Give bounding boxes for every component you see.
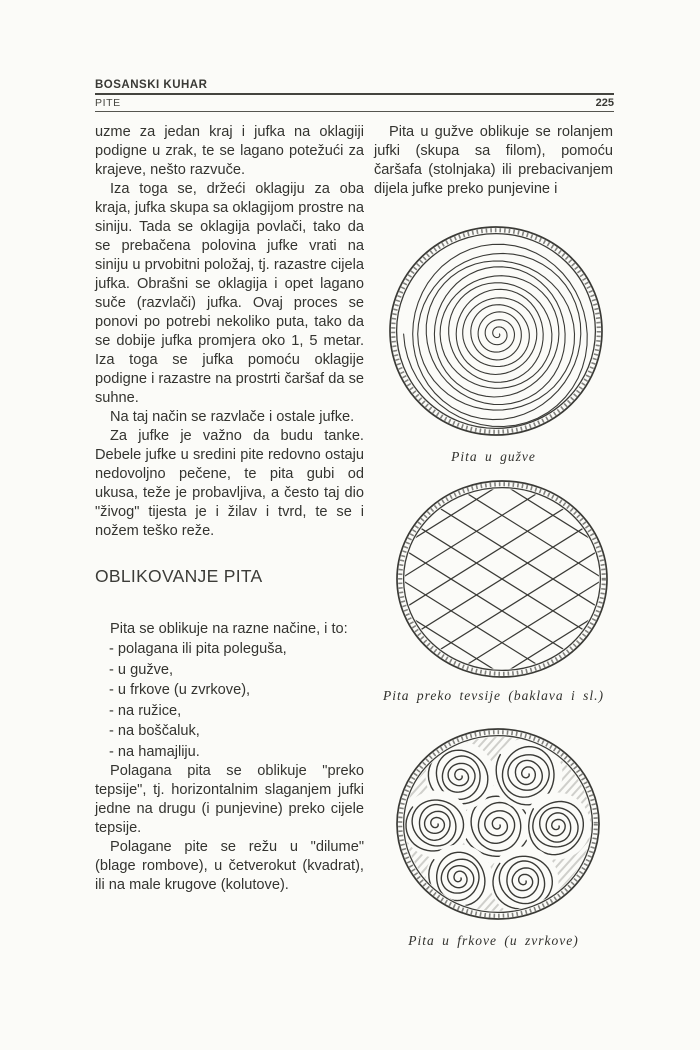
- list-item: - na boščaluk,: [109, 723, 200, 739]
- lattice-pan-illustration: [395, 479, 609, 679]
- paragraph: Na taj način se razvlače i ostale jufke.: [110, 409, 355, 425]
- paragraph: Iza toga se, držeći oklagiju za oba kraja, jufka skupa sa oklagijom prostre na siniju. Tada se oklagija povlači, tako da se prebačena polovina jufke vrati na siniju u prvobitni položaj, tj. razastre cijela jufka. Obrašni se oklagija i opet lagano suče (razvlači) jufka. Ovaj proces se ponovi po potrebi nekoliko puta, tako da se dobije jufka promjera oko 1, 5 metar. Iza toga se jufka pomoću oklagije podigne i razastre na prostrti čaršaf da se suhne.: [95, 181, 364, 406]
- figure-pita-preko-tevsije: [374, 479, 613, 705]
- list-item: - na ružice,: [109, 702, 182, 719]
- figure-caption: Pita preko tevsije (baklava i sl.): [383, 688, 604, 703]
- paragraph: uzme za jedan kraj i jufka na oklagiji podigne u zrak, te se lagano potežući za krajeve, nešto razvuče.: [95, 124, 364, 178]
- running-head: [95, 95, 614, 112]
- rosettes-pan-illustration: [393, 726, 603, 922]
- left-column: [95, 123, 364, 895]
- paragraph: Pita u gužve oblikuje se rolanjem jufki (skupa sa filom), pomoću čaršafa (stolnjaka) ili prebacivanjem dijela jufke preko punjevine i: [374, 124, 613, 197]
- paragraph: Polagana pita se oblikuje "preko tepsije", tj. horizontalnim slaganjem jufki jedne na drugu (i punjevine) preko cijele tepsije.: [95, 763, 364, 836]
- book-title: BOSANSKI KUHAR: [95, 79, 614, 95]
- right-column: [374, 123, 613, 950]
- figure-caption: Pita u frkove (u zvrkove): [408, 933, 579, 948]
- page-header: [95, 79, 614, 112]
- pita-types-list: [95, 639, 364, 762]
- section-heading: OBLIKOVANJE PITA: [95, 566, 263, 586]
- spiral-pan-illustration: [387, 224, 605, 438]
- page-number: 225: [595, 97, 614, 109]
- section-title: PITE: [95, 97, 121, 109]
- figure-pita-u-guzve: [374, 224, 613, 466]
- list-item: - na hamajliju.: [109, 743, 200, 760]
- paragraph: Pita se oblikuje na razne načine, i to:: [110, 621, 348, 637]
- paragraph: Za jufke je važno da budu tanke. Debele jufke u sredini pite redovno ostaju nedovoljno pečene, te pita gubi od ukusa, teže je probavljiva, a često taj dio "živog" tijesta je i žilav i tvrd, te se i nožem teško reže.: [95, 428, 364, 539]
- list-item: - u frkove (u zvrkove),: [109, 682, 251, 698]
- paragraph: Polagane pite se režu u "dilume" (blage rombove), u četverokut (kvadrat), ili na male krugove (kolutove).: [95, 839, 364, 893]
- figure-pita-u-frkove: [374, 726, 613, 950]
- list-item: - polagana ili pita poleguša,: [109, 641, 287, 657]
- list-item: - u gužve,: [109, 661, 174, 678]
- figure-caption: Pita u gužve: [451, 449, 536, 464]
